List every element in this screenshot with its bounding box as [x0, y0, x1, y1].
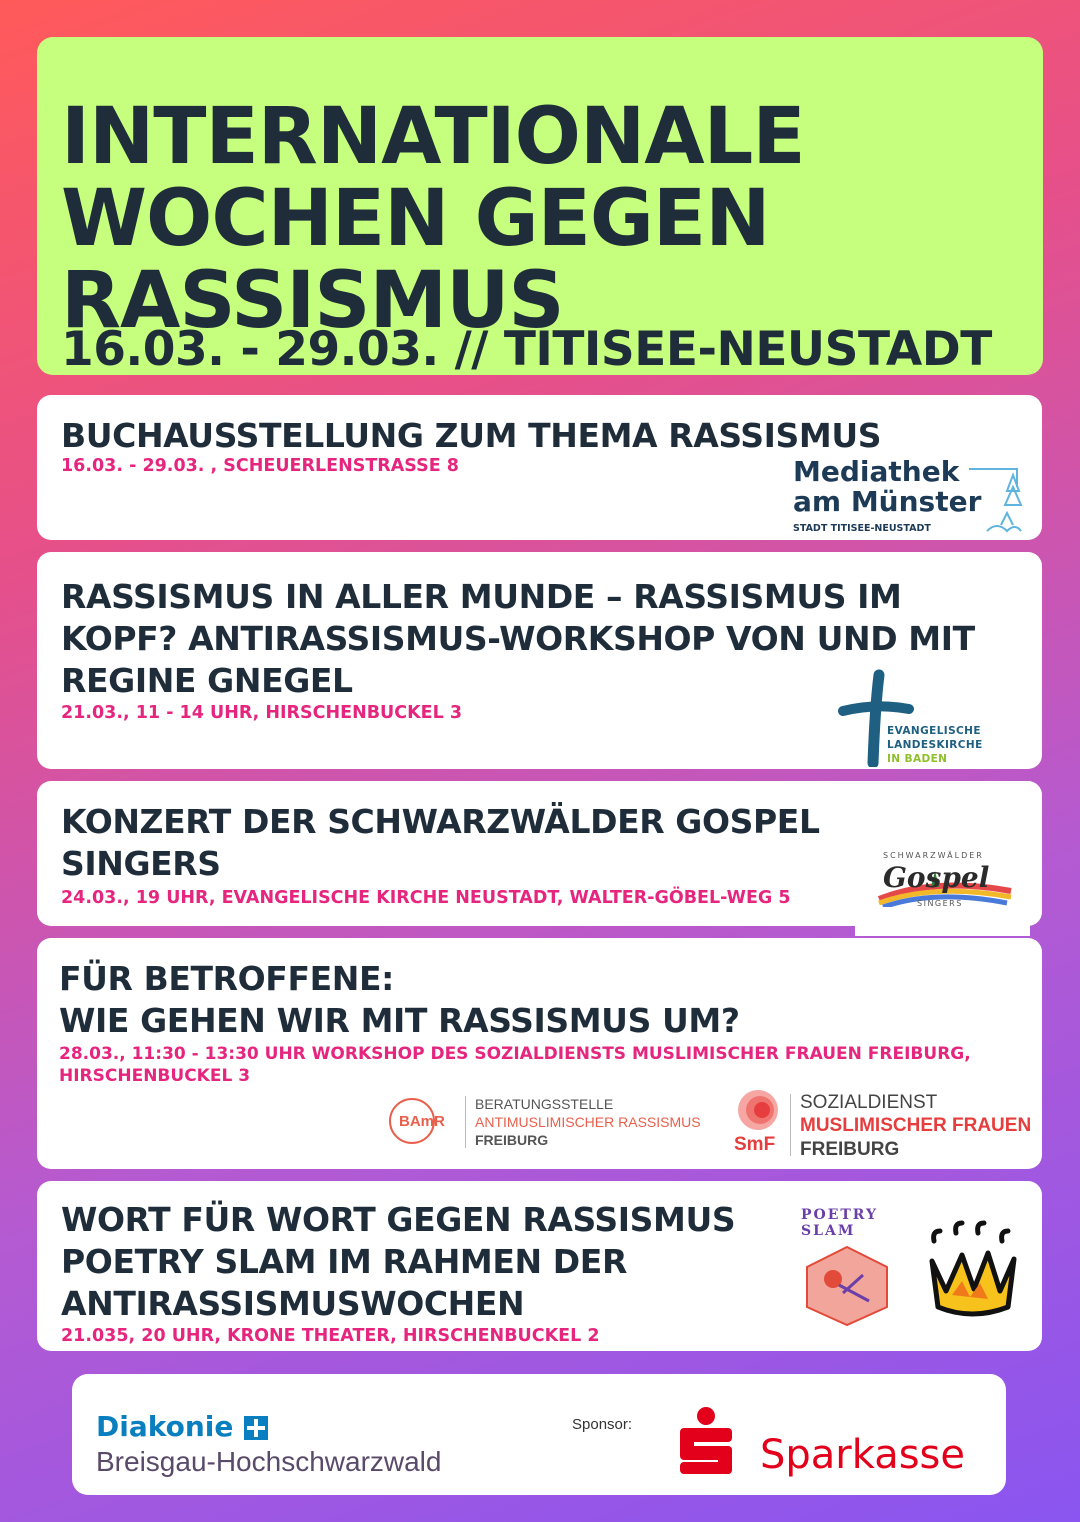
title-line-2: WOCHEN GEGEN: [61, 174, 770, 264]
title-line-1: INTERNATIONALE: [61, 92, 805, 182]
event-card-poetry: [37, 1181, 1042, 1351]
title-card: [37, 37, 1043, 375]
event-title-line-2: SINGERS: [61, 844, 221, 883]
gospel-logo-box: SCHWARZWÄLDER Gospel SINGERS: [855, 781, 1030, 936]
smf-circles-icon: [734, 1088, 786, 1132]
diakonie-name: Diakonie: [96, 1410, 234, 1443]
bamr-logo: BAmR BERATUNGSSTELLE ANTIMUSLIMISCHER RASSISMUS FREIBURG: [389, 1092, 709, 1152]
event-card-affected: [37, 938, 1042, 1169]
event-title: BUCHAUSSTELLUNG ZUM THEMA RASSISMUS: [61, 416, 882, 455]
diakonie-region: Breisgau-Hochschwarzwald: [96, 1446, 442, 1477]
poetry-slam-logo: POETRY SLAM: [797, 1207, 897, 1327]
mediathek-logo: Mediathek am Münster STADT TITISEE-NEUSTADT: [787, 457, 1027, 537]
event-meta: 21.03., 11 - 14 UHR, HIRSCHENBUCKEL 3: [61, 703, 463, 723]
sponsor-label: Sponsor:: [572, 1416, 633, 1433]
event-title-line-1: WORT FÜR WORT GEGEN RASSISMUS: [61, 1200, 736, 1239]
event-title-line-3: REGINE GNEGEL: [61, 661, 353, 700]
footer-sponsors: [72, 1374, 1006, 1495]
event-meta: 21.035, 20 UHR, KRONE THEATER, HIRSCHENBUCKEL 2: [61, 1326, 600, 1346]
mediathek-tower-icon: [967, 465, 1027, 537]
title-subtitle: 16.03. - 29.03. // TITISEE-NEUSTADT: [61, 322, 992, 377]
title-line-3: RASSISMUS: [61, 256, 564, 346]
sparkasse-s-icon: [676, 1406, 736, 1476]
event-title-line-2: POETRY SLAM IM RAHMEN DER: [61, 1242, 627, 1281]
event-title-line-2: KOPF? ANTIRASSISMUS-WORKSHOP VON UND MIT: [61, 619, 975, 658]
event-meta-line-1: 28.03., 11:30 - 13:30 UHR WORKSHOP DES SOZIALDIENSTS MUSLIMISCHER FRAUEN FREIBURG,: [59, 1044, 971, 1064]
cross-icon: [837, 667, 917, 767]
event-title-line-1: RASSISMUS IN ALLER MUNDE – RASSISMUS IM: [61, 577, 902, 616]
event-meta-line-2: HIRSCHENBUCKEL 3: [59, 1066, 251, 1086]
event-card-bookexhibit: [37, 395, 1042, 540]
event-meta: 24.03., 19 UHR, EVANGELISCHE KIRCHE NEUSTADT, WALTER-GÖBEL-WEG 5: [61, 888, 791, 908]
crown-icon: [922, 1211, 1022, 1321]
event-title-line-1: KONZERT DER SCHWARZWÄLDER GOSPEL: [61, 802, 820, 841]
event-card-workshop: [37, 552, 1042, 769]
event-title-line-1: FÜR BETROFFENE:: [59, 959, 394, 998]
smf-logo: SmF SOZIALDIENST MUSLIMISCHER FRAUEN FREIBURG: [734, 1088, 1034, 1163]
sparkasse-name: Sparkasse: [760, 1432, 965, 1478]
event-title-line-2: WIE GEHEN WIR MIT RASSISMUS UM?: [59, 1001, 740, 1040]
event-meta: 16.03. - 29.03. , SCHEUERLENSTRASSE 8: [61, 456, 459, 476]
poetry-hexagon-icon: [803, 1245, 891, 1327]
diakonie-cross-icon: [244, 1416, 268, 1440]
event-title-line-3: ANTIRASSISMUSWOCHEN: [61, 1284, 525, 1323]
ekiba-logo: EVANGELISCHE LANDESKIRCHE IN BADEN: [837, 667, 997, 767]
